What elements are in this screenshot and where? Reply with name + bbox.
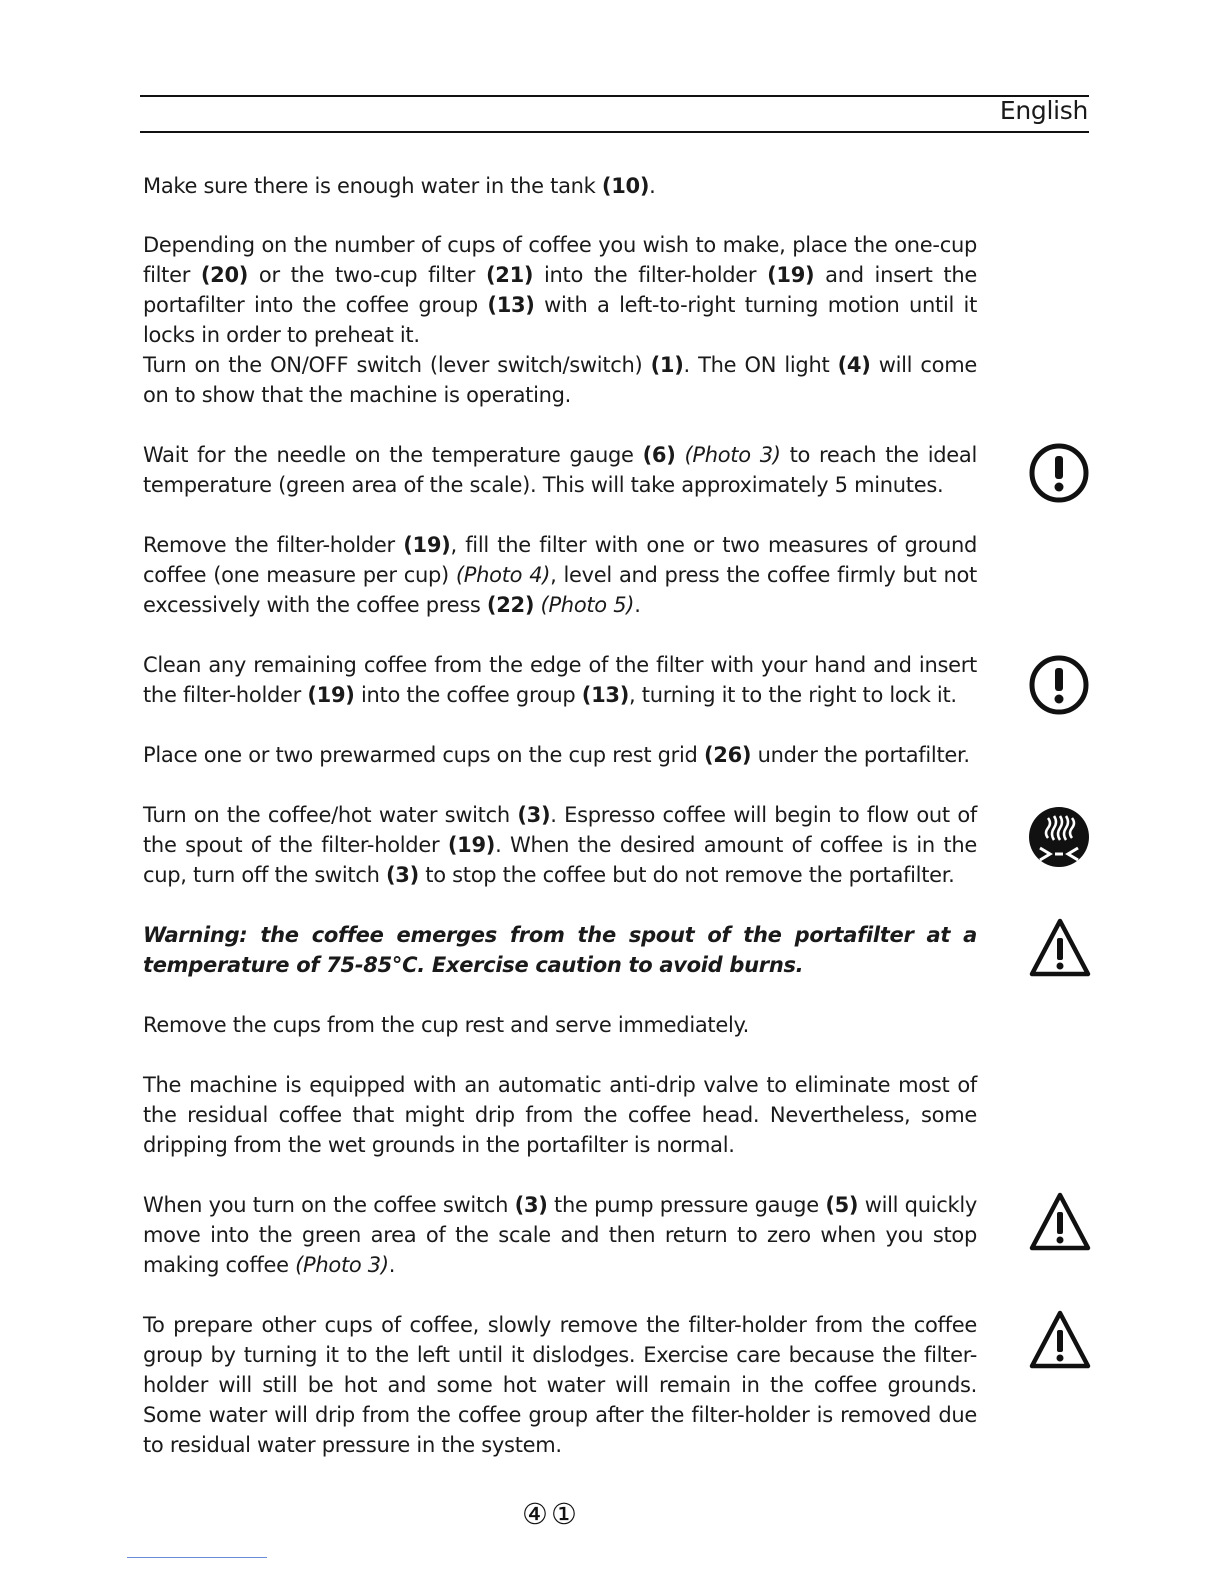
- warning-triangle-icon: [1028, 1308, 1092, 1374]
- paragraph: [143, 350, 977, 410]
- reference-number: (13): [487, 293, 535, 317]
- header-rule-top: [140, 95, 1089, 97]
- paragraph: [143, 440, 977, 500]
- reference-number: (19): [307, 683, 355, 707]
- reference-number: (3): [386, 863, 419, 887]
- divider: [127, 1557, 267, 1558]
- text-run: To prepare other cups of coffee, slowly remove the filter-holder from the coffee group by turning it to the left until it dislodges. Exercise care because the filter-holder will still be hot and some hot water will remain in the coffee grounds. Some water will drip from the coffee group after the filter-holder is removed due to residual water pressure in the system.: [143, 1313, 977, 1457]
- reference-number: (1): [650, 353, 684, 377]
- text-run: will quickly move into the green area of the scale and then return to zero when you stop making coffee: [143, 1193, 978, 1277]
- text-run: . When the desired amount of coffee is in the cup, turn off the switch: [143, 833, 977, 887]
- text-run: Depending on the number of cups of coffee you wish to make, place the one-cup filter: [143, 233, 977, 287]
- text-run: the pump pressure gauge: [547, 1193, 826, 1217]
- text-run: When you turn on the coffee switch: [143, 1193, 515, 1217]
- paragraph: [143, 1070, 977, 1160]
- paragraph: [143, 230, 977, 350]
- paragraph: [143, 650, 977, 710]
- text-run: with a left-to-right turning motion until it locks in order to preheat it.: [143, 293, 977, 347]
- reference-number: (3): [514, 1193, 548, 1217]
- text-run: Turn on the coffee/hot water switch: [143, 803, 518, 827]
- reference-number: (5): [825, 1193, 859, 1217]
- warning-paragraph: [143, 920, 977, 980]
- warning-triangle-icon: [1028, 916, 1092, 982]
- exclamation-circle-icon: [1028, 654, 1090, 720]
- text-run: Turn on the ON/OFF switch (lever switch/switch): [143, 353, 651, 377]
- text-run: Remove the cups from the cup rest and serve immediately.: [143, 1013, 750, 1037]
- reference-number: (13): [581, 683, 630, 707]
- text-run: , fill the filter with one or two measures of ground coffee (one measure per cup): [143, 533, 977, 587]
- reference-number: (26): [703, 743, 752, 767]
- text-run: .: [388, 1253, 396, 1277]
- text-run: into the filter-holder: [533, 263, 768, 287]
- text-run: to stop the coffee but do not remove the portafilter.: [418, 863, 955, 887]
- reference-number: (19): [403, 533, 451, 557]
- text-run: . The ON light: [683, 353, 838, 377]
- reference-number: (19): [447, 833, 496, 857]
- photo-reference: (Photo 5): [540, 593, 635, 617]
- photo-reference: (Photo 3): [295, 1253, 389, 1277]
- reference-number: (21): [485, 263, 534, 287]
- text-run: will come on to show that the machine is operating.: [143, 353, 977, 407]
- text-run: , level and press the coffee firmly but not excessively with the coffee press: [143, 563, 977, 617]
- text-run: The machine is equipped with an automatic anti-drip valve to eliminate most of the residual coffee that might drip from the coffee head. Nevertheless, some dripping from the wet grounds in the portafilter is normal.: [143, 1073, 977, 1157]
- text-run: Make sure there is enough water in the tank: [143, 174, 602, 198]
- reference-number: (20): [200, 263, 249, 287]
- reference-number: (4): [837, 353, 871, 377]
- text-run: under the portafilter.: [751, 743, 970, 767]
- text-run: or the two-cup filter: [248, 263, 486, 287]
- reference-number: (22): [486, 593, 535, 617]
- text-run: Wait for the needle on the temperature gauge: [143, 443, 643, 467]
- paragraph: [143, 1310, 977, 1460]
- text-run: .: [634, 593, 641, 617]
- header-rule-bottom: [140, 131, 1089, 133]
- page-number: ④①: [522, 1497, 580, 1531]
- reference-number: (6): [642, 443, 676, 467]
- text-run: Place one or two prewarmed cups on the cup rest grid: [143, 743, 704, 767]
- text-run: Remove the filter-holder: [143, 533, 404, 557]
- paragraph: [143, 740, 977, 770]
- photo-reference: (Photo 3): [684, 443, 781, 467]
- text-run: Clean any remaining coffee from the edge of the filter with your hand and insert the filter-holder: [143, 653, 977, 707]
- paragraph: [143, 1190, 977, 1280]
- photo-reference: (Photo 4): [455, 563, 551, 587]
- reference-number: (3): [517, 803, 551, 827]
- warning-triangle-icon: [1028, 1190, 1092, 1256]
- reference-number: (10): [601, 174, 650, 198]
- language-label: English: [999, 96, 1088, 125]
- exclamation-circle-icon: [1028, 442, 1090, 508]
- text-run: , turning it to the right to lock it.: [629, 683, 957, 707]
- text-run: . Espresso coffee will begin to flow out of the spout of the filter-holder: [143, 803, 977, 857]
- text-run: Warning: the coffee emerges from the spout of the portafilter at a temperature of 75-85°C. Exercise caution to avoid burns.: [143, 923, 977, 977]
- reference-number: (19): [767, 263, 815, 287]
- paragraph: [143, 171, 977, 201]
- steam-hot-icon: [1028, 806, 1090, 872]
- paragraph: [143, 1010, 977, 1040]
- text-run: to reach the ideal temperature (green area of the scale). This will take approximately 5 minutes.: [143, 443, 977, 497]
- paragraph: [143, 530, 977, 620]
- text-run: .: [649, 174, 656, 198]
- text-run: into the coffee group: [354, 683, 582, 707]
- paragraph: [143, 800, 977, 890]
- text-run: and insert the portafilter into the coffee group: [143, 263, 977, 317]
